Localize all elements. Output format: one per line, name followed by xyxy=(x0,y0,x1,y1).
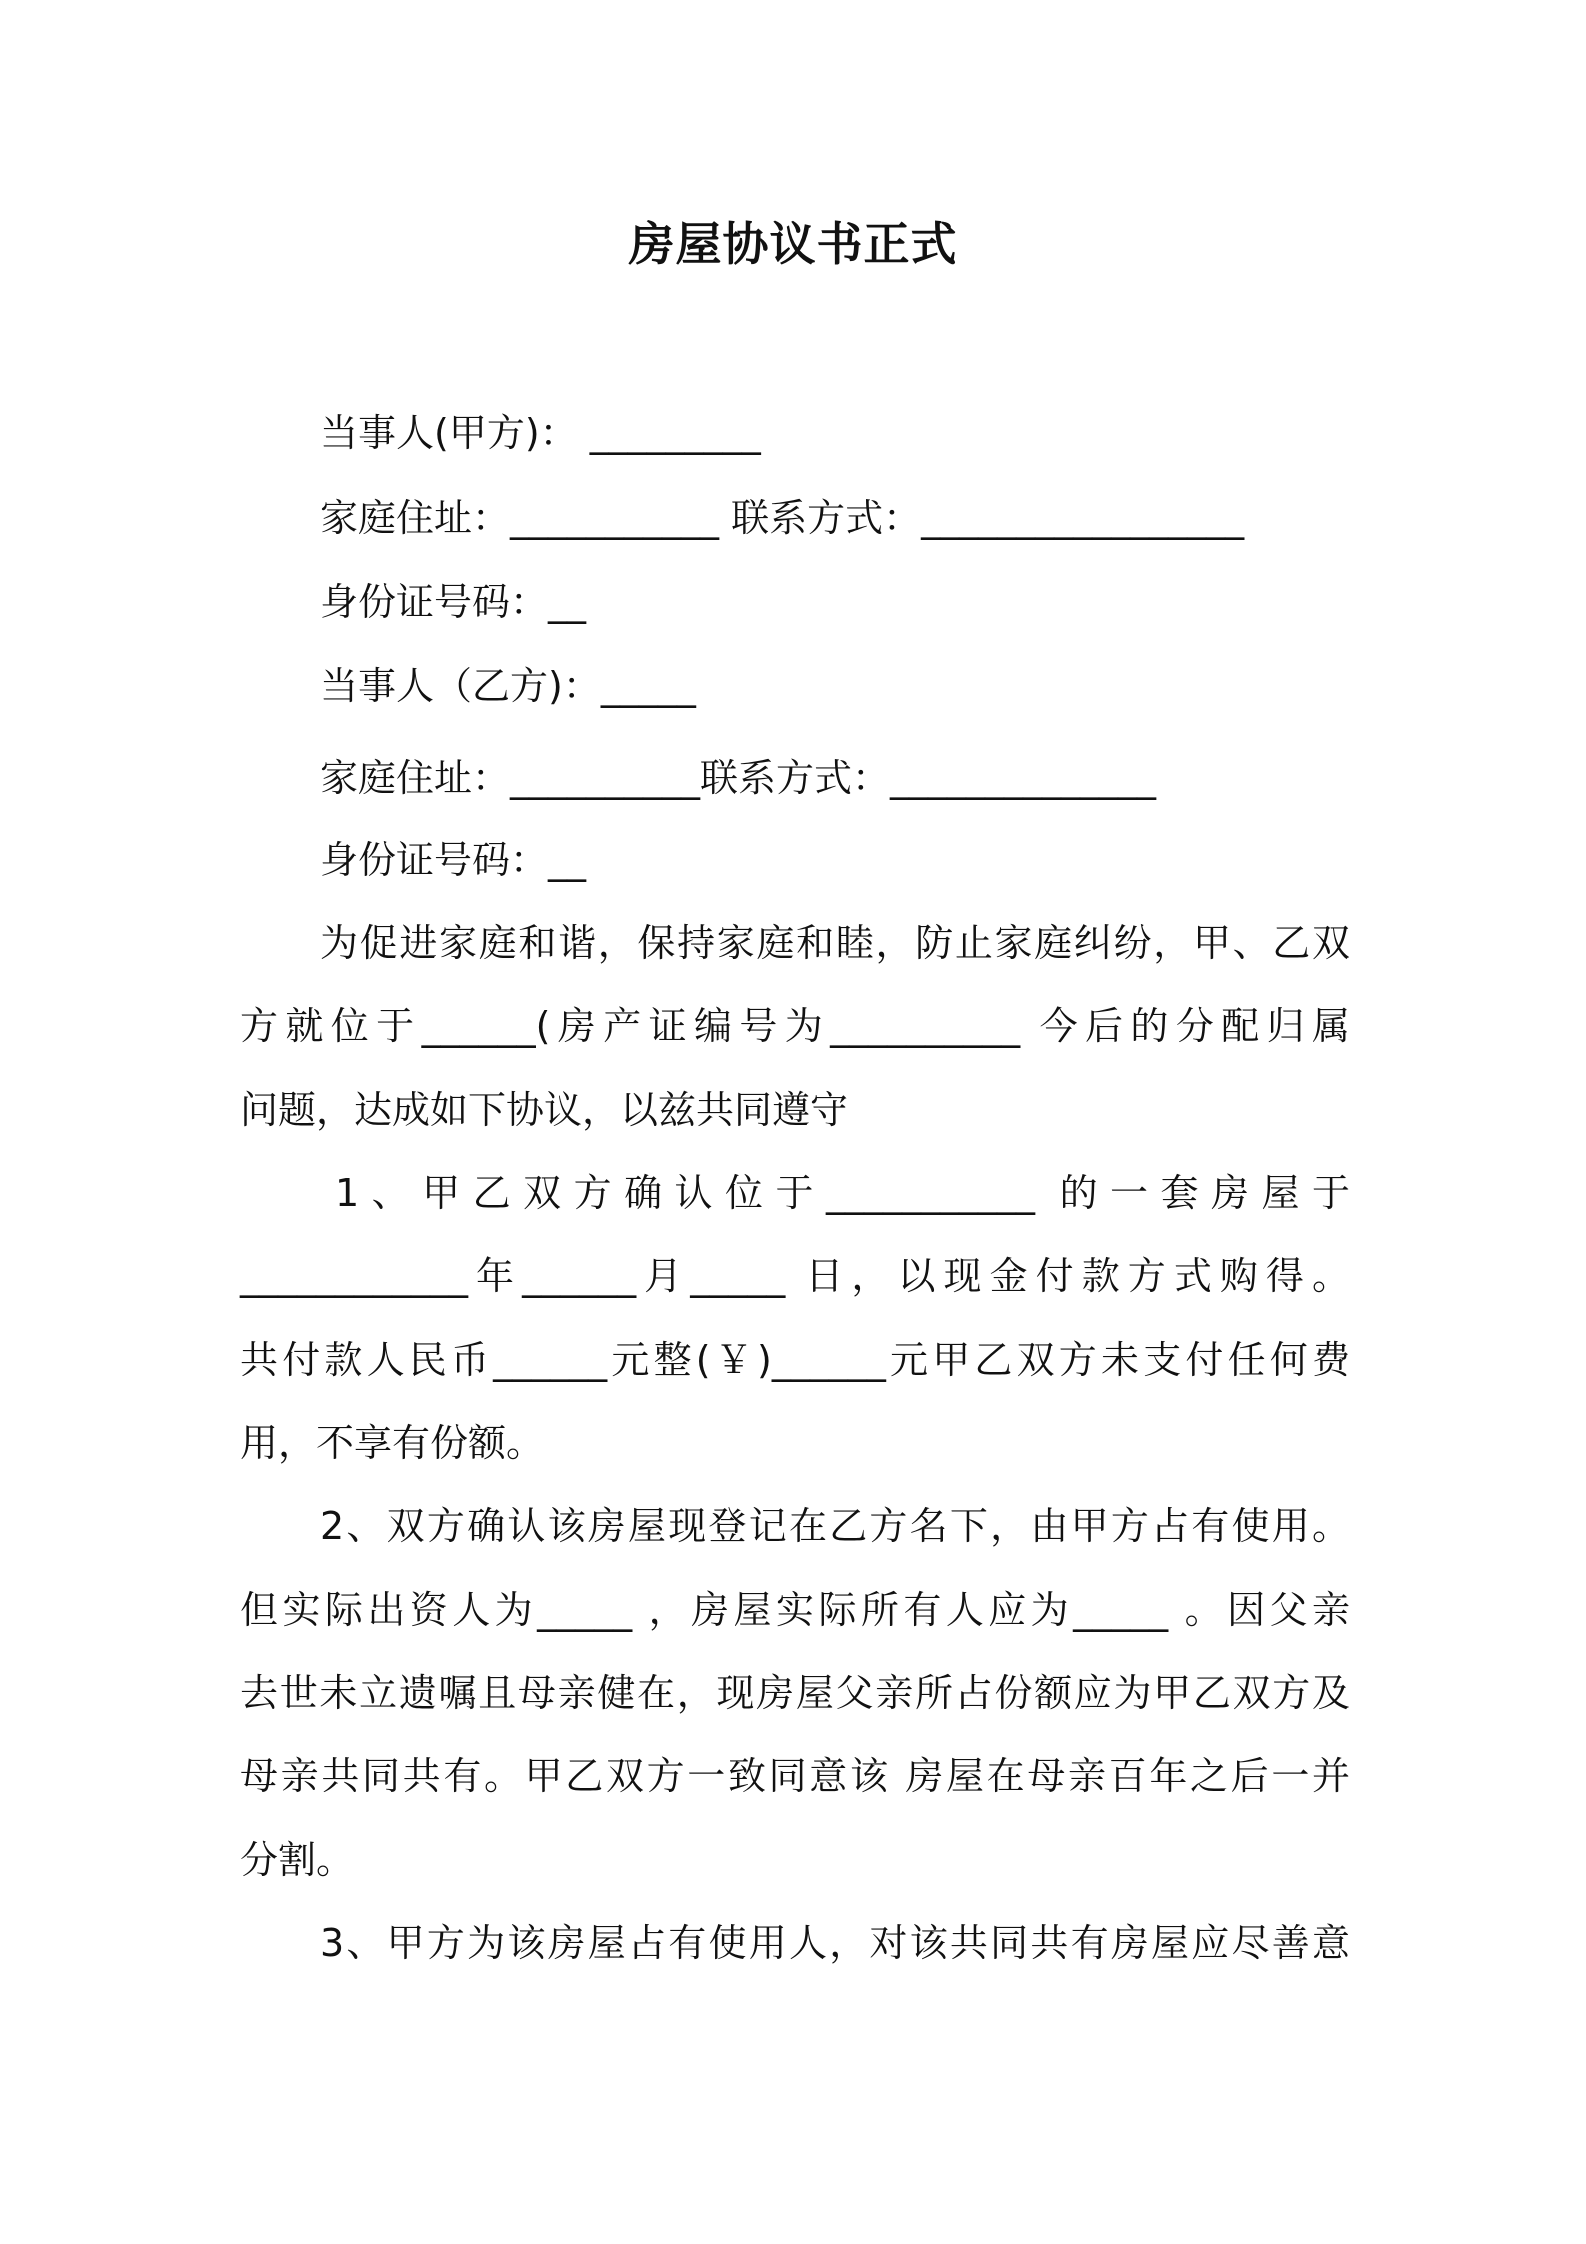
clause-1-line-1: 1、甲乙双方确认位于___________ 的一套房屋于 xyxy=(335,1171,1350,1215)
preamble-line-2: 方就位于______(房产证编号为__________ 今后的分配归属 xyxy=(240,1004,1350,1048)
clause-3-line-1: 3、甲方为该房屋占有使用人，对该共同共有房屋应尽善意 xyxy=(320,1921,1350,1965)
clause-1-line-4: 用，不享有份额。 xyxy=(240,1421,545,1465)
document-title: 房屋协议书正式 xyxy=(628,217,958,271)
clause-2-line-5: 分割。 xyxy=(240,1838,355,1882)
party-a-address-line: 家庭住址：___________ 联系方式：_________________ xyxy=(320,496,1245,540)
preamble-line-1: 为促进家庭和谐，保持家庭和睦，防止家庭纠纷，甲、乙双 xyxy=(320,921,1350,965)
party-b-address-line: 家庭住址：__________联系方式：______________ xyxy=(320,756,1157,800)
party-a-id-line: 身份证号码：__ xyxy=(320,580,587,624)
clause-1-line-2: ____________年______月_____ 日，以现金付款方式购得。 xyxy=(240,1254,1350,1298)
preamble-line-3: 问题，达成如下协议，以兹共同遵守 xyxy=(240,1088,849,1132)
clause-2-line-1: 2、双方确认该房屋现登记在乙方名下，由甲方占有使用。 xyxy=(320,1504,1350,1548)
clause-2-line-4: 母亲共同共有。甲乙双方一致同意该 房屋在母亲百年之后一并 xyxy=(240,1754,1350,1798)
party-b-id-line: 身份证号码：__ xyxy=(320,838,587,882)
party-a-line: 当事人(甲方)： _________ xyxy=(320,411,761,455)
party-b-line: 当事人（乙方)：_____ xyxy=(320,664,696,708)
clause-1-line-3: 共付款人民币______元整(￥)______元甲乙双方未支付任何费 xyxy=(240,1338,1350,1382)
clause-2-line-2: 但实际出资人为_____ ，房屋实际所有人应为_____ 。因父亲 xyxy=(240,1588,1350,1632)
clause-2-line-3: 去世未立遗嘱且母亲健在，现房屋父亲所占份额应为甲乙双方及 xyxy=(240,1671,1350,1715)
